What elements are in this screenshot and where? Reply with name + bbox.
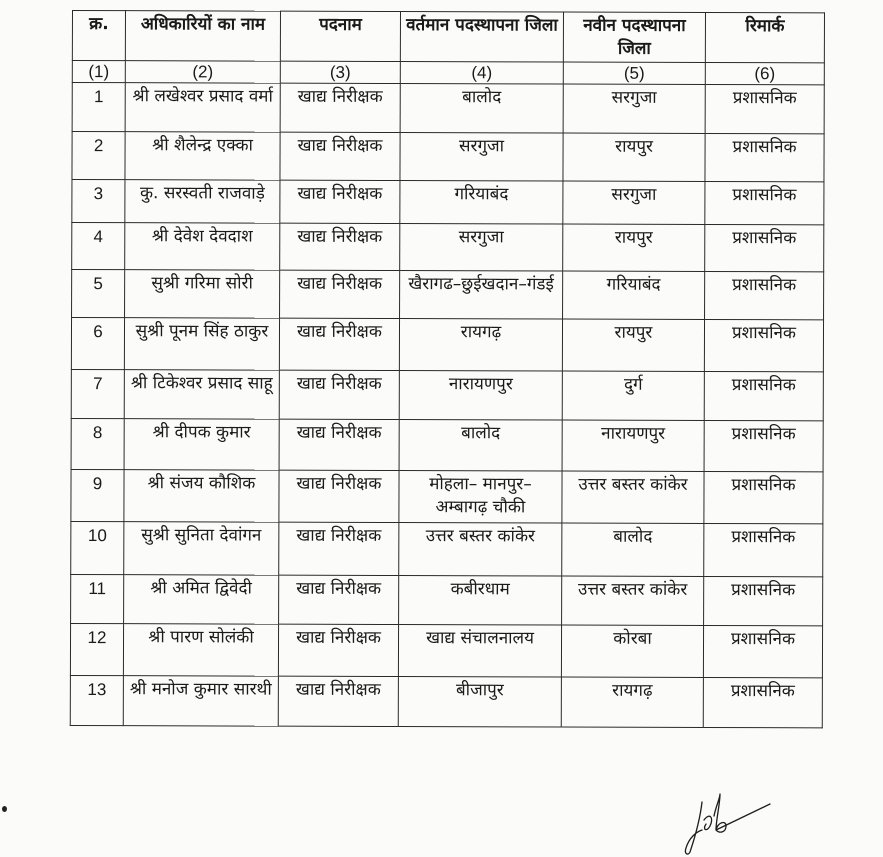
serial-number: 2 bbox=[72, 132, 125, 180]
designation: खाद्य निरीक्षक bbox=[279, 370, 399, 419]
table-row bbox=[72, 270, 824, 320]
remark: प्रशासनिक bbox=[704, 523, 823, 576]
ink-dot bbox=[2, 806, 7, 812]
designation: खाद्य निरीक्षक bbox=[279, 470, 399, 522]
serial-number: 8 bbox=[71, 418, 124, 469]
officer-name: श्री पारण सोलंकी bbox=[123, 624, 278, 676]
serial-number: 9 bbox=[71, 469, 124, 521]
new-district: बालोद bbox=[562, 523, 704, 576]
column-number: (3) bbox=[280, 61, 400, 83]
table-header-row bbox=[72, 11, 824, 63]
officer-name: सुश्री गरिमा सोरी bbox=[125, 270, 280, 318]
table-row bbox=[71, 369, 823, 420]
table-row bbox=[71, 574, 823, 625]
table-row bbox=[70, 623, 822, 677]
designation: खाद्य निरीक्षक bbox=[279, 575, 399, 624]
serial-number: 5 bbox=[72, 270, 125, 318]
remark: प्रशासनिक bbox=[704, 371, 823, 420]
designation: खाद्य निरीक्षक bbox=[280, 180, 400, 223]
current-district: कबीरधाम bbox=[399, 576, 562, 626]
designation: खाद्य निरीक्षक bbox=[280, 83, 400, 132]
current-district: सरगुजा bbox=[400, 224, 563, 272]
remark: प्रशासनिक bbox=[704, 471, 823, 523]
table-row bbox=[72, 180, 824, 225]
serial-number: 10 bbox=[71, 521, 124, 574]
designation: खाद्य निरीक्षक bbox=[279, 419, 399, 470]
new-district: रायपुर bbox=[563, 224, 705, 271]
new-district: नारायणपुर bbox=[562, 420, 704, 471]
current-district: खाद्य संचालनालय bbox=[398, 625, 561, 678]
new-district: सरगुजा bbox=[563, 181, 705, 224]
transfer-posting-table bbox=[70, 10, 825, 728]
officer-name: सुश्री पूनम सिंह ठाकुर bbox=[124, 318, 279, 370]
table-row bbox=[72, 83, 824, 134]
designation: खाद्य निरीक्षक bbox=[280, 270, 400, 318]
new-district: रायपुर bbox=[562, 319, 704, 371]
serial-number: 4 bbox=[72, 223, 125, 270]
serial-number: 6 bbox=[71, 318, 124, 370]
remark: प्रशासनिक bbox=[704, 420, 823, 471]
current-district: रायगढ़ bbox=[399, 319, 562, 372]
serial-number: 13 bbox=[70, 675, 123, 725]
signature bbox=[680, 790, 780, 857]
header-officer-name: अधिकारियों का नाम bbox=[125, 11, 280, 61]
remark: प्रशासनिक bbox=[704, 319, 823, 371]
current-district: खैरागढ–छुईखदान–गंडई bbox=[400, 271, 563, 320]
current-district: सरगुजा bbox=[400, 133, 563, 182]
header-serial-no: क्र. bbox=[72, 11, 125, 61]
remark: प्रशासनिक bbox=[705, 224, 824, 271]
serial-number: 7 bbox=[71, 369, 124, 418]
new-district: रायगढ़ bbox=[561, 677, 703, 727]
officer-name: श्री दीपक कुमार bbox=[124, 419, 279, 470]
designation: खाद्य निरीक्षक bbox=[279, 318, 399, 370]
officer-name: श्री अमित द्विवेदी bbox=[124, 575, 279, 624]
officer-name: श्री शैलेन्द्र एक्का bbox=[125, 132, 280, 180]
serial-number: 1 bbox=[72, 83, 125, 132]
header-remark: रिमार्क bbox=[705, 12, 824, 62]
header-current-district: वर्तमान पदस्थापना जिला bbox=[400, 12, 563, 63]
new-district: कोरबा bbox=[561, 625, 703, 677]
officer-name: श्री संजय कौशिक bbox=[124, 470, 279, 522]
remark: प्रशासनिक bbox=[705, 271, 824, 319]
header-designation: पदनाम bbox=[280, 11, 400, 61]
remark: प्रशासनिक bbox=[704, 576, 823, 625]
table-row bbox=[71, 521, 823, 576]
officer-name: श्री लखेश्वर प्रसाद वर्मा bbox=[125, 83, 280, 132]
column-number: (6) bbox=[705, 62, 824, 84]
designation: खाद्य निरीक्षक bbox=[280, 223, 400, 270]
officer-name: श्री मनोज कुमार सारथी bbox=[123, 676, 278, 726]
table-row bbox=[71, 469, 823, 523]
remark: प्रशासनिक bbox=[705, 84, 824, 133]
table-row bbox=[72, 223, 824, 272]
current-district: बीजापुर bbox=[398, 677, 561, 728]
serial-number: 12 bbox=[70, 623, 123, 675]
remark: प्रशासनिक bbox=[703, 625, 822, 677]
current-district: बालोद bbox=[400, 84, 563, 134]
designation: खाद्य निरीक्षक bbox=[279, 522, 399, 575]
column-number-row bbox=[72, 61, 824, 85]
new-district: उत्तर बस्तर कांकेर bbox=[562, 576, 704, 625]
officer-name: सुश्री सुनिता देवांगन bbox=[124, 522, 279, 575]
new-district: सरगुजा bbox=[563, 84, 705, 133]
serial-number: 11 bbox=[71, 574, 124, 623]
officer-name: कु. सरस्वती राजवाड़े bbox=[125, 180, 280, 223]
remark: प्रशासनिक bbox=[703, 677, 822, 727]
column-number: (4) bbox=[400, 62, 563, 85]
designation: खाद्य निरीक्षक bbox=[278, 676, 398, 726]
designation: खाद्य निरीक्षक bbox=[280, 132, 400, 180]
header-new-district: नवीन पदस्थापना जिला bbox=[563, 12, 705, 62]
table-row bbox=[71, 418, 823, 471]
new-district: दुर्ग bbox=[562, 371, 704, 420]
new-district: उत्तर बस्तर कांकेर bbox=[562, 471, 704, 523]
new-district: रायपुर bbox=[563, 133, 705, 181]
remark: प्रशासनिक bbox=[705, 133, 824, 181]
remark: प्रशासनिक bbox=[705, 181, 824, 224]
column-number: (1) bbox=[72, 61, 125, 83]
table-row bbox=[71, 318, 823, 372]
column-number: (2) bbox=[125, 61, 280, 83]
current-district: उत्तर बस्तर कांकेर bbox=[399, 523, 562, 577]
current-district: नारायणपुर bbox=[399, 371, 562, 421]
current-district: मोहला– मानपुर– अम्बागढ़ चौकी bbox=[399, 471, 562, 524]
current-district: बालोद bbox=[399, 420, 562, 472]
officer-name: श्री देवेश देवदाश bbox=[125, 223, 280, 270]
table-row bbox=[70, 675, 822, 727]
table-row bbox=[72, 132, 824, 182]
new-district: गरियाबंद bbox=[563, 271, 705, 319]
current-district: गरियाबंद bbox=[400, 181, 563, 225]
designation: खाद्य निरीक्षक bbox=[278, 624, 398, 676]
column-number: (5) bbox=[563, 62, 705, 84]
serial-number: 3 bbox=[72, 180, 125, 223]
officer-name: श्री टिकेश्वर प्रसाद साहू bbox=[124, 370, 279, 419]
